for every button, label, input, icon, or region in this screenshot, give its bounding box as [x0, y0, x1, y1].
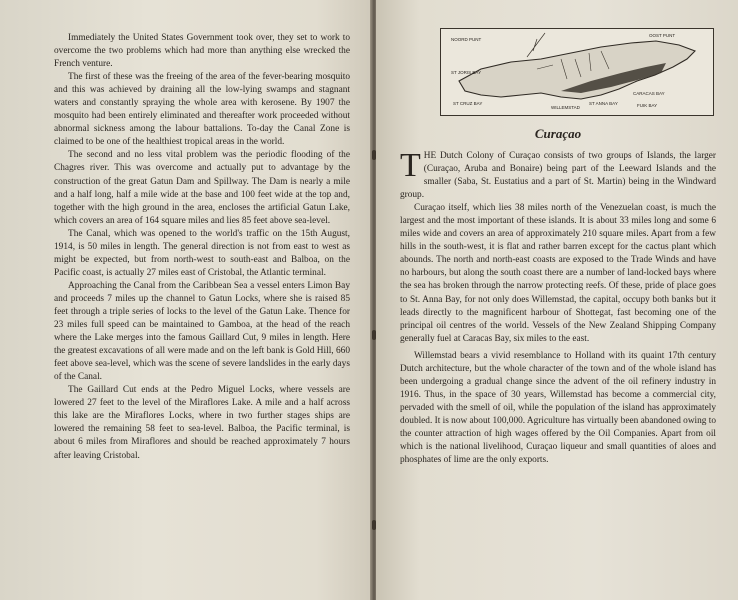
left-paragraph-6: The Gaillard Cut ends at the Pedro Miguel Locks, where vessels are lowered 27 feet to the level of the Miraflores Lake. A mile and a half across this lake are the Miraflores Locks, where in two further stages ships are lowered the remaining 58 feet to sea-level. Balboa, the Pacific terminal, is about 6 miles from Miraflores and should be reached approximately 7 hours after leaving Cristobal. — [54, 385, 350, 461]
map-label-st-cruz: ST CRUZ BAY — [453, 101, 483, 106]
compass-needle — [527, 33, 545, 57]
map-label-st-anna: ST ANNA BAY — [589, 101, 618, 106]
chapter-title: Curaçao — [534, 126, 582, 141]
map-label-caracas-bay: CARACAS BAY — [633, 91, 665, 96]
left-paragraph-5: Approaching the Canal from the Caribbean Sea a vessel enters Limon Bay and proceeds 7 miles up the channel to Gatun Locks, where she is raised 85 feet through a triple series of locks to the level of the Gatun Lake. Thence for 23 miles full speed can be maintained to Gamboa, at the head of the reach where the Lake merges into the famous Gaillard Cut, 9 miles in length. Here the greatest excavations of all were made and on the left bank is Gold Hill, 660 feet above sea-level, which was the scene of severe landslides in the early days of the Canal. — [54, 280, 350, 383]
left-paragraph-1: Immediately the United States Government took over, they set to work to overcome the two problems which had more than anything else wrecked the French venture. — [54, 33, 350, 70]
map-label-cape: OOST PUNT — [649, 33, 676, 38]
right-page — [376, 0, 738, 600]
curacao-map-drawing — [441, 29, 713, 115]
right-paragraph-1-text: HE Dutch Colony of Curaçao consists of two groups of Islands, the larger (Curaçao, Aruba and Bonaire) being part of the Leeward Islands and the smaller (Saba, St. Eustatius and a part of St. Martin) being in the Windward group. — [400, 151, 716, 201]
left-paragraph-4: The Canal, which was opened to the world's traffic on the 15th August, 1914, is 50 miles in length. The general direction is not from east to west as might be expected, but from north-west to south-east and Balboa, on the Pacific coast, is actually 27 miles east of Cristobal, the Atlantic terminal. — [54, 228, 350, 278]
map-label-willemstad: WILLEMSTAD — [551, 105, 580, 110]
curacao-map — [440, 28, 714, 116]
map-label-noord-punt: NOORD PUNT — [451, 37, 482, 42]
map-label-st-joris: ST JORIS BAY — [451, 70, 482, 75]
left-paragraph-3: The second and no less vital problem was the periodic flooding of the Chagres river. This was overcome and actually put to advantage by the construction of the great Gatun Dam and Spillway. The Dam is nearly a mile and a half long, half a mile wide at the base and 100 feet wide at the top and, together with the high ground in the area, encloses the artificial Gatun Lake, which covers an area of 164 square miles and lies 85 feet above sea-level. — [54, 150, 350, 226]
map-label-fuik-bay: FUIK BAY — [637, 103, 658, 108]
right-paragraph-1 — [400, 147, 716, 202]
drop-cap: T — [400, 147, 421, 184]
right-paragraph-3: Willemstad bears a vivid resemblance to Holland with its quaint 17th century Dutch architecture, but the whole character of the town and of the whole island has been undergoing a gradual change since the advent of the oil refinery industry in 1916. Thus, in the space of 30 years, Willemstad has become a commercial city, pervaded with the smell of oil, while the population of the island has approximately doubled. It is now about 100,000. Agriculture has virtually been abandoned owing to the counter attraction of high wages offered by the Oil Companies. Apart from oil which is the national livelihood, Curaçao liqueur and small quantities of aloes and phosphates of lime are the only exports. — [400, 350, 716, 466]
left-paragraph-2: The first of these was the freeing of the area of the fever-bearing mosquito and this was achieved by draining all the low-lying swamps and stagnant waters and constantly spraying the whole area with kerosene. By 1907 the mosquito had been entirely eliminated and thereafter work proceeded without abnormal sickness among the labour battalions. To-day the Canal Zone is claimed to be one of the healthiest tropical areas in the world. — [54, 72, 350, 148]
right-paragraph-2: Curaçao itself, which lies 38 miles north of the Venezuelan coast, is much the largest and the most important of these islands. It is about 33 miles long and some 6 miles wide and covers an area of approximately 210 square miles. Apart from a few hills in the south-west, it is flat and rather barren except for the cactus plant which abounds. The north and north-east coasts are exposed to the Trade Winds and have no harbours, but along the south coast there are a number of land-locked bays where the sea has broken through the narrow protecting reefs. Of these, pride of place goes to St. Anna Bay, for not only does Willemstad, the capital, occupy both banks but it leads directly to the magnificent harbour of Shottegat, fast becoming one of the principal oil centres of the world. Vessels of the New Zealand Shipping Company generally fuel at Caracas Bay, six miles to the east. — [400, 203, 716, 344]
